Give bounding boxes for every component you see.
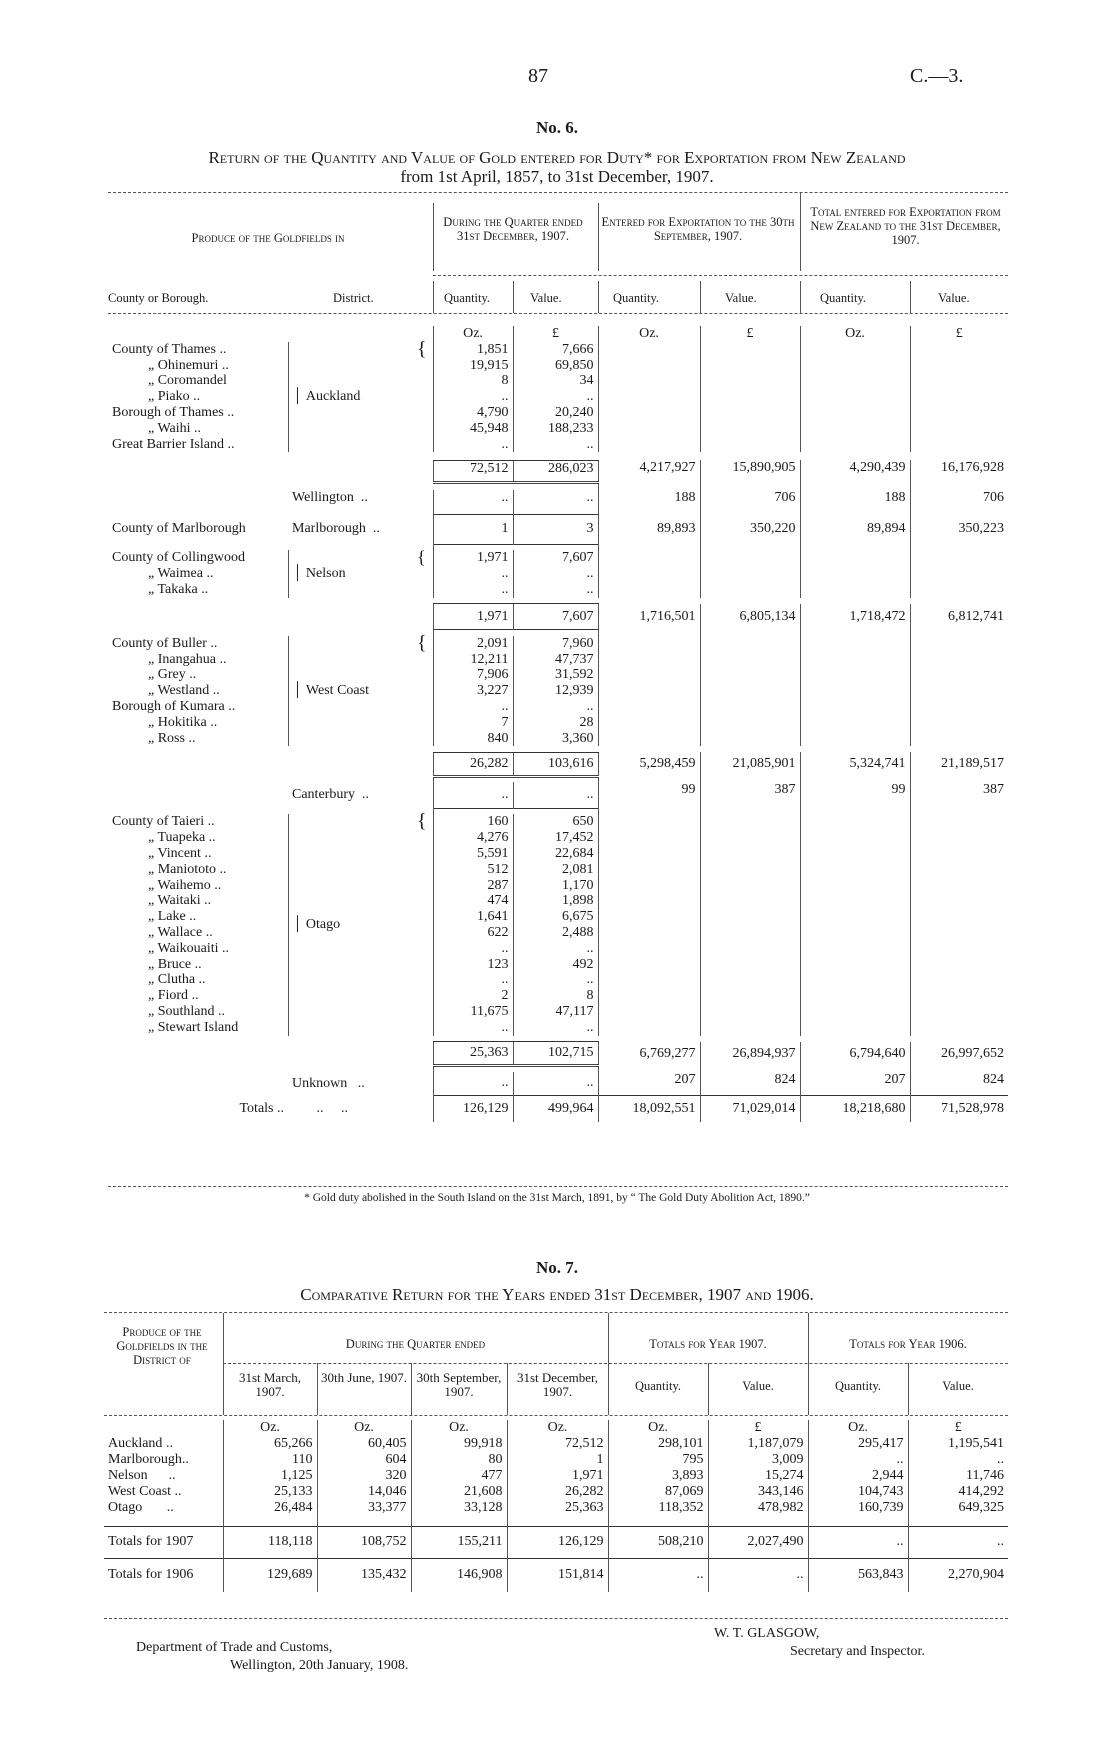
table-row: Canterbury .. .. .. 99 387 99 387 <box>108 782 1008 808</box>
column-quantity: Quantity. <box>634 1379 682 1393</box>
column-value: Value. <box>530 291 562 305</box>
table-row: Great Barrier Island .. .. .. <box>108 437 1008 453</box>
column-value: Value. <box>942 1379 974 1393</box>
table-row: „ Tuapeka .. 4,276 17,452 <box>108 830 1008 846</box>
subtotal-row-otago: 25,363 102,715 6,769,277 26,894,937 6,794,640 26,997,652 <box>108 1042 1008 1066</box>
table-7-title: Comparative Return for the Years ended 31st December, 1907 and 1906. <box>300 1285 814 1304</box>
unit: Oz. <box>800 326 910 342</box>
subtotal-row-west-coast: 26,282 103,616 5,298,459 21,085,901 5,324,741 21,189,517 <box>108 752 1008 776</box>
table-6-title-line2: from 1st April, 1857, to 31st December, 1907. <box>400 167 714 186</box>
unit: Oz. <box>598 326 700 342</box>
table-7-heading: No. 7. <box>535 1258 579 1277</box>
table-row: „ Maniototo .. 512 2,081 <box>108 862 1008 878</box>
header-year-1907: Totals for Year 1907. <box>649 1337 767 1351</box>
table-row: „ Hokitika .. 7 28 <box>108 715 1008 731</box>
department-line: Department of Trade and Customs, <box>136 1640 333 1655</box>
table-row: Otago .. 26,484 33,377 33,128 25,363 118,352 478,982 160,739 649,325 <box>104 1500 1008 1516</box>
table-6-header <box>108 192 1008 314</box>
header-quarter: During the Quarter ended 31st December, 1907. <box>443 215 583 243</box>
table-row: „ Clutha .. .. .. <box>108 972 1008 988</box>
table-row: Unknown .. .. .. 207 824 207 824 <box>108 1072 1008 1096</box>
table-6 <box>108 326 1008 1122</box>
column-value: Value. <box>742 1379 774 1393</box>
header-entered: Entered for Exportation to the 30th September, 1907. <box>601 215 795 243</box>
district-marlborough: Marlborough <box>292 521 366 537</box>
unit: Oz. <box>317 1420 411 1436</box>
table-row: County of Thames .. │ Auckland { 1,851 7,666 <box>108 342 1008 358</box>
district-west-coast: West Coast <box>305 683 369 699</box>
header-quarter: During the Quarter ended <box>345 1337 486 1351</box>
table-row: County of Collingwood │ Nelson { 1,971 7,607 <box>108 550 1008 566</box>
table-row: „ Waikouaiti .. .. .. <box>108 941 1008 957</box>
header-produce: Produce of the Goldfields in <box>191 231 345 245</box>
header-30-september: 30th September, 1907. <box>416 1370 502 1399</box>
table-row: „ Southland .. 11,675 47,117 <box>108 1004 1008 1020</box>
column-value: Value. <box>938 291 970 305</box>
table-row: „ Ohinemuri .. 19,915 69,850 <box>108 358 1008 374</box>
unit: Oz. <box>433 326 513 342</box>
table-row: „ Inangahua .. 12,211 47,737 <box>108 652 1008 668</box>
table-row: „ Waimea .. .. .. <box>108 566 1008 582</box>
district-otago: Otago <box>305 917 341 933</box>
district-auckland: Auckland <box>305 389 361 405</box>
unit: £ <box>700 326 800 342</box>
signatory-title: Secretary and Inspector. <box>790 1644 925 1659</box>
table-6-footnote: * Gold duty abolished in the South Island on the 31st March, 1891, by “ The Gold Duty Abolition Act, 1890.” <box>304 1192 810 1204</box>
district-canterbury: Canterbury <box>292 787 355 803</box>
totals-row: Totals .. .. .. 126,129 499,964 18,092,551 71,029,014 18,218,680 71,528,978 <box>108 1096 1008 1122</box>
table-row: Borough of Kumara .. .. .. <box>108 699 1008 715</box>
table-row: County of Buller .. │ West Coast { 2,091 7,960 <box>108 636 1008 652</box>
header-30-june: 30th June, 1907. <box>321 1370 407 1385</box>
table-row: „ Ross .. 840 3,360 <box>108 731 1008 747</box>
district-unknown: Unknown <box>292 1075 348 1091</box>
unit: Oz. <box>411 1420 507 1436</box>
totals-1906-row: Totals for 1906 129,689 135,432 146,908 151,814 .. .. 563,843 2,270,904 <box>104 1558 1008 1592</box>
table-row: „ Wallace .. 622 2,488 <box>108 925 1008 941</box>
subtotal-row-auckland: 72,512 286,023 4,217,927 15,890,905 4,290,439 16,176,928 <box>108 460 1008 482</box>
table-row: „ Waitaki .. 474 1,898 <box>108 893 1008 909</box>
table-row: „ Fiord .. 2 8 <box>108 988 1008 1004</box>
column-quantity: Quantity. <box>834 1379 882 1393</box>
table-row: „ Westland .. 3,227 12,939 <box>108 683 1008 699</box>
header-31-december: 31st December, 1907. <box>516 1370 599 1399</box>
department-date: Wellington, 20th January, 1908. <box>230 1658 409 1673</box>
unit: £ <box>513 326 598 342</box>
header-31-march: 31st March, 1907. <box>238 1370 302 1399</box>
column-quantity: Quantity. <box>613 291 660 305</box>
column-quantity: Quantity. <box>444 291 491 305</box>
district-wellington: Wellington <box>292 490 354 506</box>
table-row: „ Vincent .. 5,591 22,684 <box>108 846 1008 862</box>
table-row: „ Takaka .. .. .. <box>108 582 1008 598</box>
header-total: Total entered for Exportation from New Zealand to the 31st December, 1907. <box>810 205 1001 247</box>
table-6-title-line1: Return of the Quantity and Value of Gold entered for Duty* for Exportation from New Zealand <box>208 148 906 167</box>
subtotal-row-nelson: 1,971 7,607 1,716,501 6,805,134 1,718,472 6,812,741 <box>108 604 1008 630</box>
column-county: County or Borough. <box>108 291 209 305</box>
document-reference: C.—3. <box>910 65 964 87</box>
table-7-header <box>104 1312 1008 1416</box>
table-row: County of Taieri .. │ Otago { 160 650 <box>108 814 1008 830</box>
table-row: „ Lake .. 1,641 6,675 <box>108 909 1008 925</box>
table-row: West Coast .. 25,133 14,046 21,608 26,282 87,069 343,146 104,743 414,292 <box>104 1484 1008 1500</box>
table-row: Auckland .. 65,266 60,405 99,918 72,512 298,101 1,187,079 295,417 1,195,541 <box>104 1436 1008 1452</box>
unit: £ <box>908 1420 1008 1436</box>
table-7 <box>104 1420 1008 1592</box>
table-row: „ Waihemo .. 287 1,170 <box>108 878 1008 894</box>
totals-1907-row: Totals for 1907 118,118 108,752 155,211 126,129 508,210 2,027,490 .. .. <box>104 1526 1008 1558</box>
table-row: „ Stewart Island .. .. <box>108 1020 1008 1036</box>
unit: Oz. <box>223 1420 317 1436</box>
table-row: „ Piako .. .. .. <box>108 389 1008 405</box>
unit: Oz. <box>608 1420 708 1436</box>
table-row: „ Waihi .. 45,948 188,233 <box>108 421 1008 437</box>
district-nelson: Nelson <box>305 566 346 582</box>
unit: £ <box>910 326 1008 342</box>
table-row: Nelson .. 1,125 320 477 1,971 3,893 15,274 2,944 11,746 <box>104 1468 1008 1484</box>
unit: £ <box>708 1420 808 1436</box>
table-row: Marlborough.. 110 604 80 1 795 3,009 .. .. <box>104 1452 1008 1468</box>
unit: Oz. <box>808 1420 908 1436</box>
table-row: Wellington .. .. .. 188 706 188 706 <box>108 490 1008 514</box>
table-row: County of Marlborough Marlborough .. 1 3 89,893 350,220 89,894 350,223 <box>108 514 1008 544</box>
header-year-1906: Totals for Year 1906. <box>849 1337 967 1351</box>
signatory-name: W. T. GLASGOW, <box>714 1626 820 1641</box>
header-produce: Produce of the Goldfields in the District of <box>116 1325 208 1367</box>
column-district: District. <box>333 291 374 305</box>
page-number: 87 <box>528 65 548 87</box>
table-6-heading: No. 6. <box>535 118 579 137</box>
column-value: Value. <box>725 291 757 305</box>
table-row: Borough of Thames .. 4,790 20,240 <box>108 405 1008 421</box>
table-row: „ Bruce .. 123 492 <box>108 957 1008 973</box>
table-row: „ Grey .. 7,906 31,592 <box>108 667 1008 683</box>
table-row: „ Coromandel 8 34 <box>108 373 1008 389</box>
column-quantity: Quantity. <box>820 291 867 305</box>
unit: Oz. <box>507 1420 608 1436</box>
